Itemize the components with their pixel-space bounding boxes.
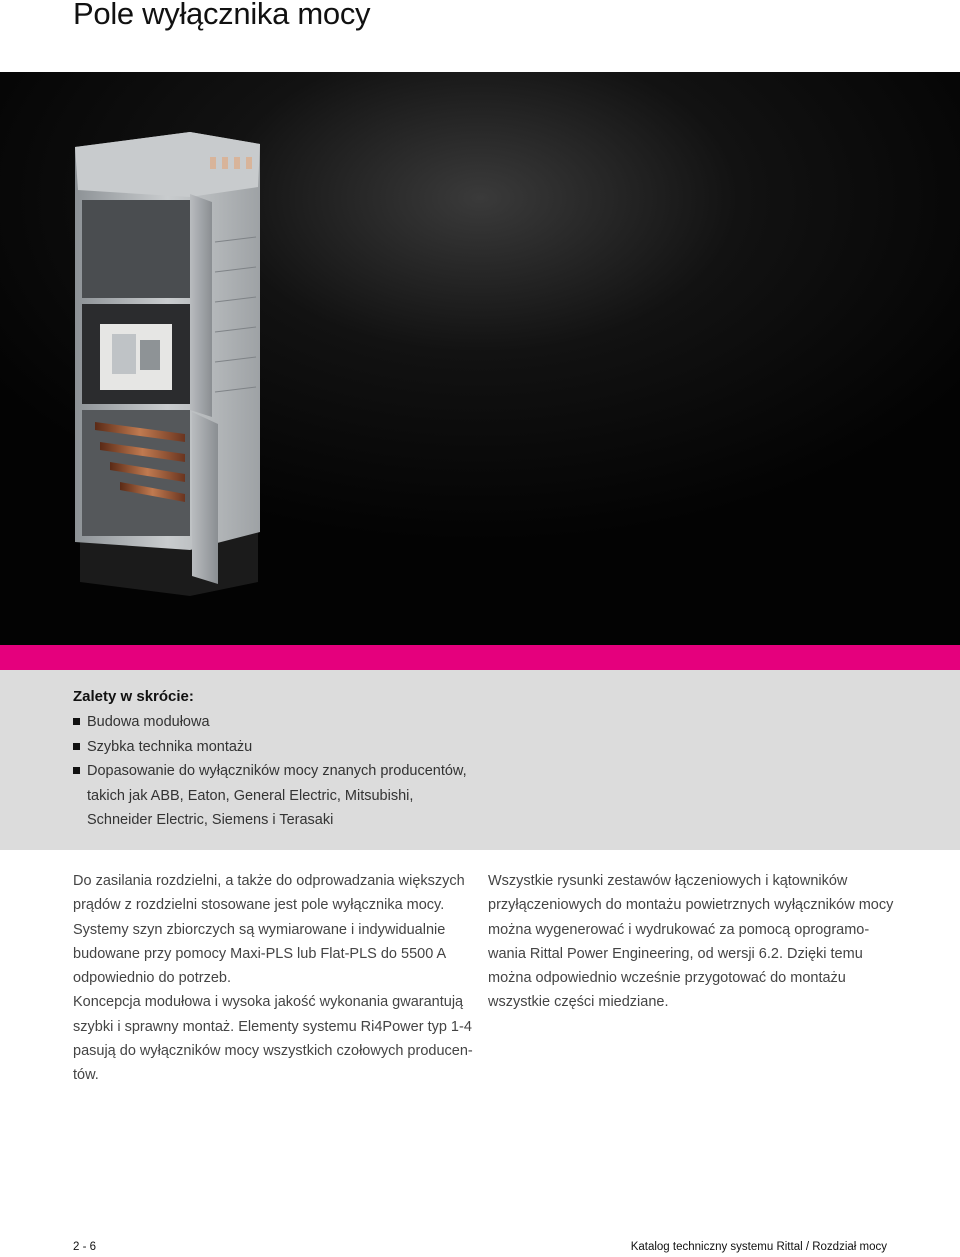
list-item: Budowa modułowa [73,710,467,735]
body-text-right [488,869,898,1015]
list-item: Dopasowanie do wyłączników mocy znanych producentów, takich jak ABB, Eaton, General Electric, Mitsubishi, Schneider Electric, Siemens i Terasaki [73,759,467,833]
paragraph: Wszystkie rysunki zestawów łączeniowych i kątowników przyłączeniowych do montażu powietrznych wyłączników mocy można wygenerować i wydrukować za pomocą oprogramo- wania Rittal Power Engineering, od wersji 6.2. Dzięki temu można odpowiednio wcześnie przygotować do montażu wszystkie części miedziane. [488,873,894,1011]
paragraph: Koncepcja modułowa i wysoka jakość wykonania gwarantują szybki i sprawny montaż. Elementy systemu Ri4Power typ 1-4 pasują do wyłączników mocy wszystkich czołowych producen- tów. [73,994,473,1084]
footer-caption: Katalog techniczny systemu Rittal / Rozdział mocy [630,1241,887,1253]
square-bullet-icon [73,718,80,725]
accent-bar [0,645,960,670]
square-bullet-icon [73,767,80,774]
cabinet-door-upper [190,194,212,417]
switchgear-cabinet-photo [0,72,960,645]
cabinet-door-lower [192,412,218,584]
page-number: 2 - 6 [73,1241,97,1253]
list-item: Szybka technika montażu [73,735,467,760]
paragraph: Do zasilania rozdzielni, a także do odprowadzania większych prądów z rozdzielni stosowane jest pole wyłącznika mocy. Systemy szyn zbiorczych są wymiarowane i indywidualnie budowane przy pomocy Maxi-PLS lub Flat-PLS do 5500 A odpowiednio do potrzeb. [73,873,465,987]
page-title: Pole wyłącznika mocy [73,0,371,31]
body-text-left [73,869,483,1088]
summary-heading: Zalety w skrócie: [73,688,194,705]
benefits-list [73,710,467,833]
square-bullet-icon [73,743,80,750]
